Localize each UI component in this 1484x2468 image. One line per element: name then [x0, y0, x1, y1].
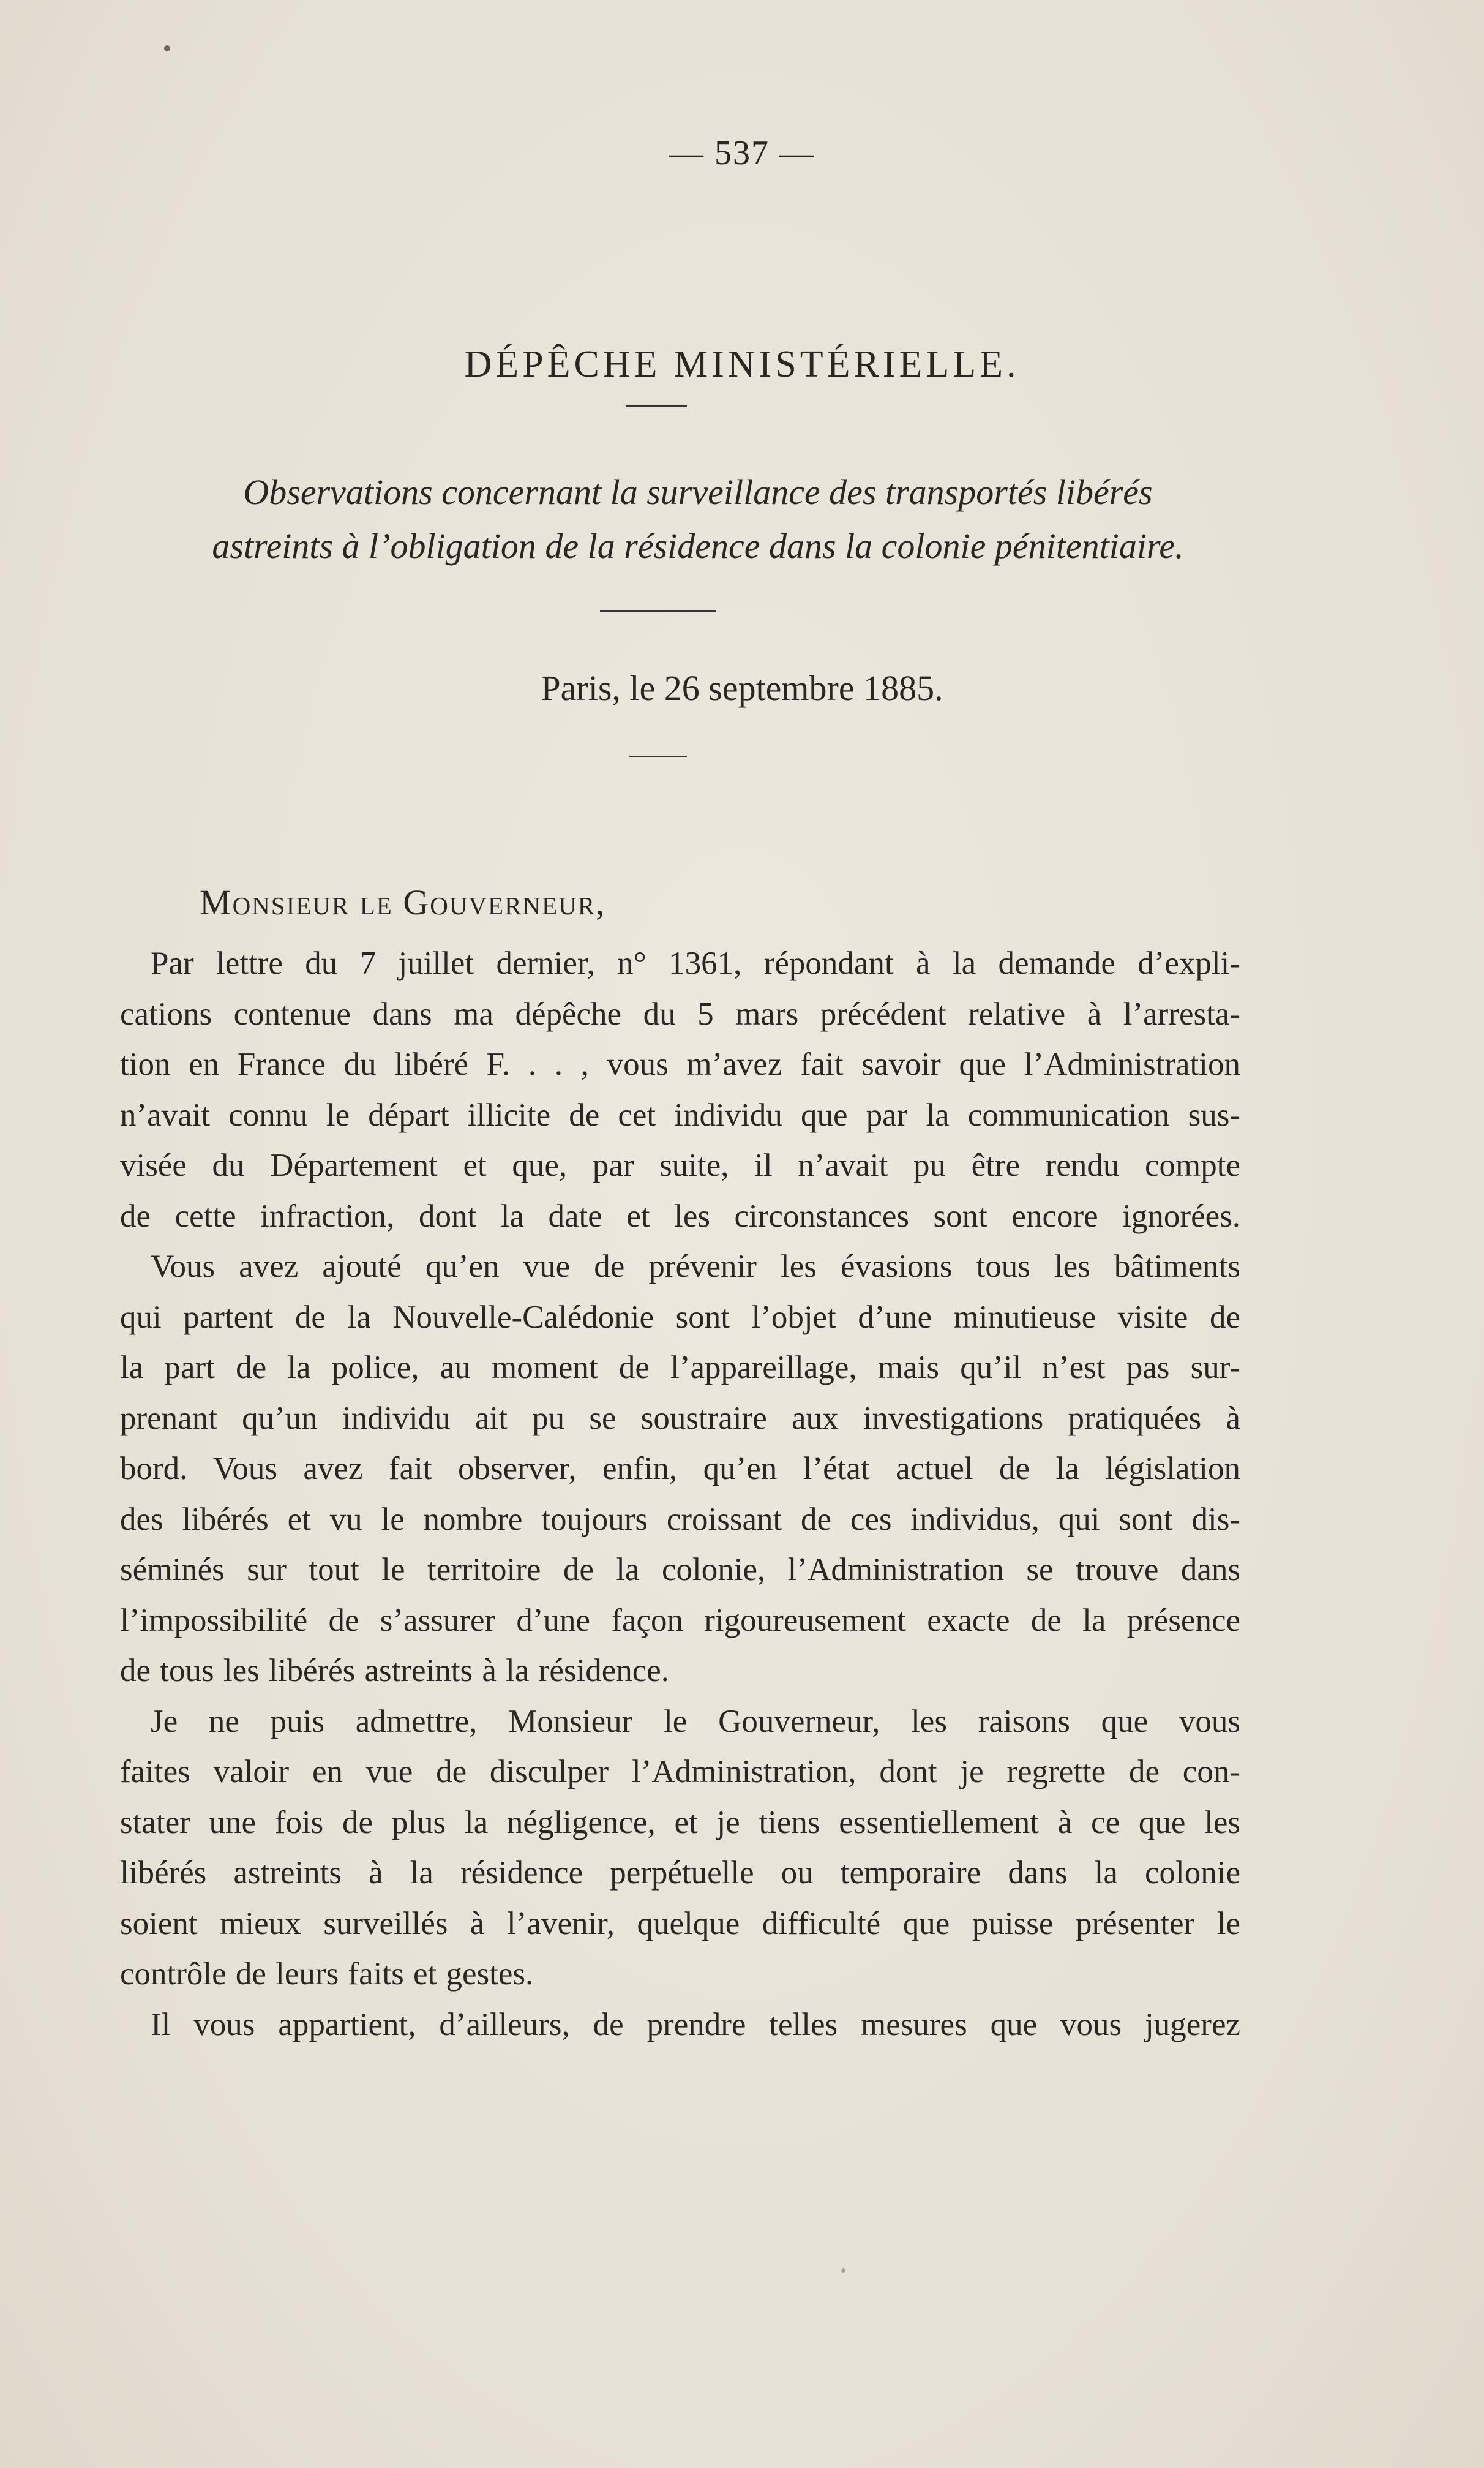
letter-body: [120, 938, 1240, 2050]
body-line: séminés sur tout le territoire de la colonie, l’Administration se trouve dans: [120, 1552, 1240, 1587]
body-line: stater une fois de plus la négligence, et je tiens essentiellement à ce que les: [120, 1804, 1240, 1840]
body-line: bord. Vous avez fait observer, enfin, qu’en l’état actuel de la législation: [120, 1451, 1240, 1486]
body-line: la part de la police, au moment de l’appareillage, mais qu’il n’est pas sur-: [120, 1350, 1240, 1385]
body-line: Par lettre du 7 juillet dernier, n° 1361, répondant à la demande d’expli-: [151, 946, 1240, 981]
body-line: contrôle de leurs faits et gestes.: [120, 1956, 534, 1992]
body-line: cations contenue dans ma dépêche du 5 mars précédent relative à l’arresta-: [120, 996, 1240, 1032]
body-line: libérés astreints à la résidence perpétuelle ou temporaire dans la colonie: [120, 1855, 1240, 1891]
dateline-divider: [629, 756, 687, 757]
body-line: prenant qu’un individu ait pu se soustraire aux investigations pratiquées à: [120, 1400, 1240, 1436]
body-line: n’avait connu le départ illicite de cet individu que par la communication sus-: [120, 1097, 1240, 1133]
dateline: Paris, le 26 septembre 1885.: [541, 668, 943, 708]
body-line: tion en France du libéré F. . . , vous m’avez fait savoir que l’Administration: [120, 1047, 1240, 1082]
body-line: soient mieux surveillés à l’avenir, quelque difficulté que puisse présenter le: [120, 1905, 1240, 1941]
subtitle-line: Observations concernant la surveillance des transportés libérés: [243, 472, 1153, 512]
print-speck: [841, 2268, 845, 2273]
print-speck: [164, 45, 170, 51]
body-line: de tous les libérés astreints à la résidence.: [120, 1653, 670, 1688]
page-title: DÉPÊCHE MINISTÉRIELLE.: [464, 343, 1020, 385]
body-line: Vous avez ajouté qu’en vue de prévenir les évasions tous les bâtiments: [151, 1249, 1240, 1284]
subtitle-line: astreints à l’obligation de la résidence dans la colonie pénitentiaire.: [212, 526, 1184, 566]
subtitle-divider: [600, 610, 716, 612]
subtitle: [159, 465, 1237, 573]
body-line: des libérés et vu le nombre toujours croissant de ces individus, qui sont dis-: [120, 1501, 1240, 1537]
body-line: de cette infraction, dont la date et les circonstances sont encore ignorées.: [120, 1198, 1240, 1234]
body-line: visée du Département et que, par suite, il n’avait pu être rendu compte: [120, 1148, 1240, 1183]
body-line: Je ne puis admettre, Monsieur le Gouverneur, les raisons que vous: [151, 1703, 1240, 1739]
salutation: Monsieur le Gouverneur,: [200, 882, 606, 922]
body-line: faites valoir en vue de disculper l’Administration, dont je regrette de con-: [120, 1754, 1240, 1789]
body-line: Il vous appartient, d’ailleurs, de prendre telles mesures que vous jugerez: [151, 2006, 1240, 2042]
body-line: qui partent de la Nouvelle-Calédonie sont l’objet d’une minutieuse visite de: [120, 1299, 1240, 1335]
title-divider: [626, 405, 687, 407]
page-number: — 537 —: [669, 134, 815, 172]
body-line: l’impossibilité de s’assurer d’une façon rigoureusement exacte de la présence: [120, 1602, 1240, 1638]
